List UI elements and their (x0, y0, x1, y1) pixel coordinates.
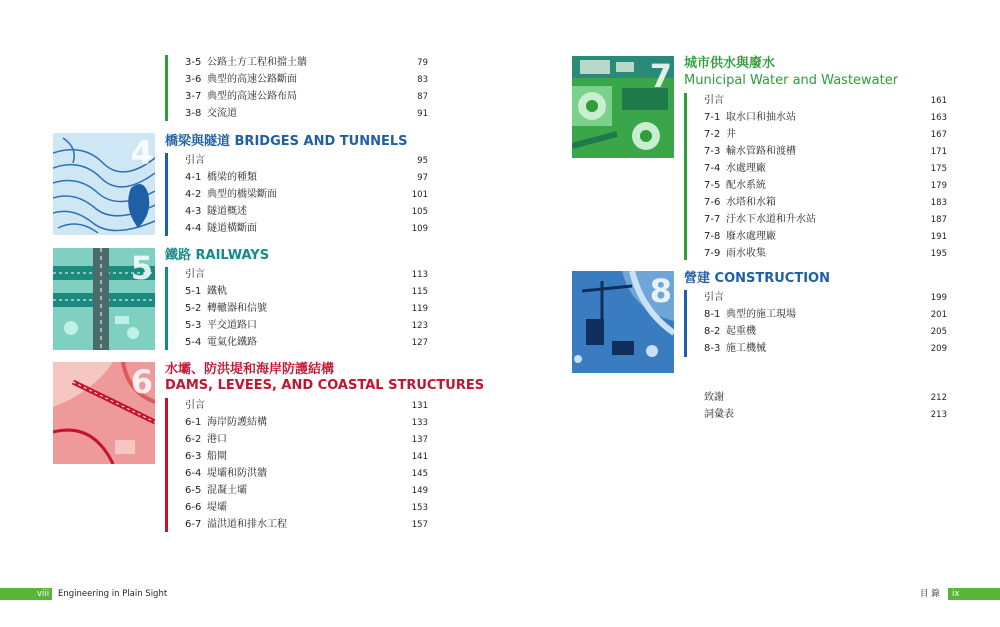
left-page-number: viii (37, 589, 50, 599)
entry-title: 詞彙表 (704, 409, 734, 420)
toc-entry[interactable] (704, 307, 947, 323)
entry-title: 施工機械 (726, 343, 766, 354)
entry-title: 引言 (185, 269, 205, 280)
entry-title: 引言 (185, 400, 205, 411)
entry-number: 6-6 (185, 502, 202, 513)
entry-number: 5-4 (185, 337, 202, 348)
entry-number: 7-9 (704, 248, 721, 259)
entry-title: 典型的施工現場 (726, 309, 796, 320)
chapter3-bar (165, 55, 168, 121)
toc-entry[interactable] (185, 72, 428, 88)
chapter8-image (572, 271, 674, 373)
entry-page: 83 (417, 75, 428, 85)
entry-page: 145 (411, 469, 428, 479)
chapter-number: 5 (130, 249, 153, 287)
entry-title: 引言 (704, 95, 724, 106)
toc-entry[interactable] (704, 178, 947, 194)
entry-page: 199 (930, 293, 947, 303)
entry-number: 5-1 (185, 286, 202, 297)
entry-title: 典型的橋梁斷面 (207, 189, 277, 200)
entry-page: 175 (930, 164, 947, 174)
toc-entry[interactable] (704, 290, 947, 306)
right-running-title: 目 錄 (920, 589, 940, 599)
entry-title: 船閘 (207, 451, 227, 462)
entry-number: 7-3 (704, 146, 721, 157)
chapter8-bar (684, 290, 687, 357)
entry-page: 91 (417, 109, 428, 119)
chapter7-title-en[interactable]: Municipal Water and Wastewater (684, 73, 899, 88)
entry-page: 141 (411, 452, 428, 462)
left-running-title: Engineering in Plain Sight (58, 589, 168, 599)
entry-page: 149 (411, 486, 428, 496)
entry-page: 115 (411, 287, 428, 297)
entry-page: 137 (411, 435, 428, 445)
entry-title: 港口 (207, 434, 227, 445)
entry-number: 7-8 (704, 231, 721, 242)
chapter5-image (53, 248, 155, 350)
entry-number: 6-3 (185, 451, 202, 462)
entry-title: 雨水收集 (726, 248, 766, 259)
entry-number: 5-2 (185, 303, 202, 314)
chapter7-title-zh[interactable]: 城市供水與廢水 (684, 56, 776, 71)
entry-page: 163 (930, 113, 947, 123)
entry-title: 溢洪道和排水工程 (207, 519, 287, 530)
toc-entry[interactable] (185, 170, 428, 186)
chapter6-title-zh[interactable]: 水壩、防洪堤和海岸防護結構 (165, 362, 335, 377)
entry-page: 179 (930, 181, 947, 191)
entry-number: 7-2 (704, 129, 721, 140)
entry-title: 起重機 (726, 326, 756, 337)
entry-title: 廢水處理廠 (726, 231, 776, 242)
toc-entry[interactable] (704, 324, 947, 340)
entry-title: 公路土方工程和擋土牆 (207, 57, 307, 68)
entry-title: 引言 (185, 155, 205, 166)
entry-number: 8-1 (704, 309, 721, 320)
entry-number: 7-1 (704, 112, 721, 123)
toc-entry[interactable] (185, 204, 428, 220)
entry-page: 113 (411, 270, 428, 280)
toc-entry[interactable] (185, 284, 428, 300)
toc-entry[interactable] (704, 127, 947, 143)
toc-entry[interactable] (185, 483, 428, 499)
right-page-number: ix (952, 589, 960, 599)
entry-title: 水處理廠 (726, 163, 766, 174)
entry-title: 引言 (704, 292, 724, 303)
entry-title: 水塔和水箱 (726, 197, 776, 208)
toc-entry[interactable] (185, 89, 428, 105)
toc-entry[interactable] (185, 153, 428, 169)
chapter5-title[interactable]: 鐵路 RAILWAYS (165, 248, 270, 263)
entry-title: 井 (726, 129, 736, 140)
toc-entry[interactable] (185, 449, 428, 465)
entry-number: 3-8 (185, 108, 202, 119)
toc-entry[interactable] (704, 93, 947, 109)
entry-number: 3-7 (185, 91, 202, 102)
entry-title: 隧道橫斷面 (207, 223, 257, 234)
chapter5-bar (165, 267, 168, 350)
entry-title: 取水口和抽水站 (726, 112, 796, 123)
toc-entry[interactable] (185, 301, 428, 317)
entry-number: 3-6 (185, 74, 202, 85)
chapter-number: 8 (649, 272, 672, 310)
chapter-number: 7 (649, 57, 672, 95)
toc-entry[interactable] (185, 517, 428, 533)
entry-page: 87 (417, 92, 428, 102)
entry-page: 187 (930, 215, 947, 225)
entry-page: 191 (930, 232, 947, 242)
entry-page: 123 (411, 321, 428, 331)
toc-entry[interactable] (185, 55, 428, 71)
toc-entry[interactable] (185, 318, 428, 334)
toc-entry[interactable] (704, 390, 947, 406)
entry-number: 8-2 (704, 326, 721, 337)
toc-entry[interactable] (185, 267, 428, 283)
entry-page: 105 (411, 207, 428, 217)
entry-page: 167 (930, 130, 947, 140)
entry-number: 3-5 (185, 57, 202, 68)
entry-number: 7-5 (704, 180, 721, 191)
entry-page: 171 (930, 147, 947, 157)
toc-entry[interactable] (185, 221, 428, 237)
chapter7-bar (684, 93, 687, 260)
entry-page: 201 (930, 310, 947, 320)
entry-page: 213 (930, 410, 947, 420)
entry-number: 5-3 (185, 320, 202, 331)
chapter6-image (53, 362, 155, 464)
entry-page: 212 (930, 393, 947, 403)
entry-page: 97 (417, 173, 428, 183)
entry-number: 4-3 (185, 206, 202, 217)
entry-title: 橋梁的種類 (207, 172, 257, 183)
entry-number: 4-4 (185, 223, 202, 234)
toc-entry[interactable] (704, 229, 947, 245)
entry-page: 205 (930, 327, 947, 337)
entry-number: 6-7 (185, 519, 202, 530)
chapter4-bar (165, 153, 168, 236)
entry-page: 119 (411, 304, 428, 314)
entry-title: 海岸防護結構 (207, 417, 267, 428)
chapter8-title[interactable]: 營建 CONSTRUCTION (684, 271, 830, 286)
chapter7-image (572, 56, 674, 158)
entry-page: 183 (930, 198, 947, 208)
toc-entry[interactable] (704, 161, 947, 177)
entry-title: 典型的高速公路布局 (207, 91, 297, 102)
toc-entry[interactable] (704, 341, 947, 357)
toc-entry[interactable] (185, 187, 428, 203)
entry-number: 7-7 (704, 214, 721, 225)
chapter-number: 4 (130, 134, 153, 172)
entry-title: 隧道概述 (207, 206, 247, 217)
entry-title: 汙水下水道和升水站 (726, 214, 816, 225)
entry-title: 鐵軌 (207, 286, 227, 297)
toc-entry[interactable] (185, 106, 428, 122)
entry-title: 轉轍器和信號 (207, 303, 267, 314)
entry-number: 6-2 (185, 434, 202, 445)
entry-number: 4-1 (185, 172, 202, 183)
entry-title: 配水系統 (726, 180, 766, 191)
entry-number: 6-4 (185, 468, 202, 479)
entry-number: 6-1 (185, 417, 202, 428)
entry-page: 133 (411, 418, 428, 428)
toc-entry[interactable] (185, 432, 428, 448)
entry-title: 堤壩和防洪牆 (207, 468, 267, 479)
entry-title: 堤壩 (207, 502, 227, 513)
toc-entry[interactable] (185, 398, 428, 414)
entry-page: 109 (411, 224, 428, 234)
entry-number: 6-5 (185, 485, 202, 496)
chapter-number: 6 (130, 363, 153, 401)
entry-page: 195 (930, 249, 947, 259)
entry-page: 157 (411, 520, 428, 530)
entry-title: 混凝土壩 (207, 485, 247, 496)
chapter4-image (53, 133, 155, 235)
toc-entry[interactable] (185, 500, 428, 516)
entry-page: 209 (930, 344, 947, 354)
entry-number: 4-2 (185, 189, 202, 200)
toc-entry[interactable] (704, 212, 947, 228)
entry-title: 平交道路口 (207, 320, 257, 331)
entry-page: 79 (417, 58, 428, 68)
entry-title: 致謝 (704, 392, 724, 403)
entry-page: 101 (411, 190, 428, 200)
toc-entry[interactable] (185, 466, 428, 482)
entry-page: 131 (411, 401, 428, 411)
entry-number: 7-6 (704, 197, 721, 208)
entry-page: 153 (411, 503, 428, 513)
chapter6-bar (165, 398, 168, 532)
entry-page: 95 (417, 156, 428, 166)
toc-entry[interactable] (185, 415, 428, 431)
entry-number: 8-3 (704, 343, 721, 354)
entry-page: 161 (930, 96, 947, 106)
toc-entry[interactable] (704, 144, 947, 160)
toc-entry[interactable] (185, 335, 428, 351)
toc-entry[interactable] (704, 407, 947, 423)
chapter6-title-en[interactable]: DAMS, LEVEES, AND COASTAL STRUCTURES (165, 378, 485, 393)
entry-title: 交流道 (207, 108, 237, 119)
entry-number: 7-4 (704, 163, 721, 174)
entry-title: 電氣化鐵路 (207, 337, 257, 348)
entry-page: 127 (411, 338, 428, 348)
chapter4-title[interactable]: 橋梁與隧道 BRIDGES AND TUNNELS (165, 134, 408, 149)
entry-title: 典型的高速公路斷面 (207, 74, 297, 85)
toc-entry[interactable] (704, 110, 947, 126)
toc-entry[interactable] (704, 195, 947, 211)
entry-title: 輸水管路和渡槽 (726, 146, 796, 157)
toc-entry[interactable] (704, 246, 947, 262)
